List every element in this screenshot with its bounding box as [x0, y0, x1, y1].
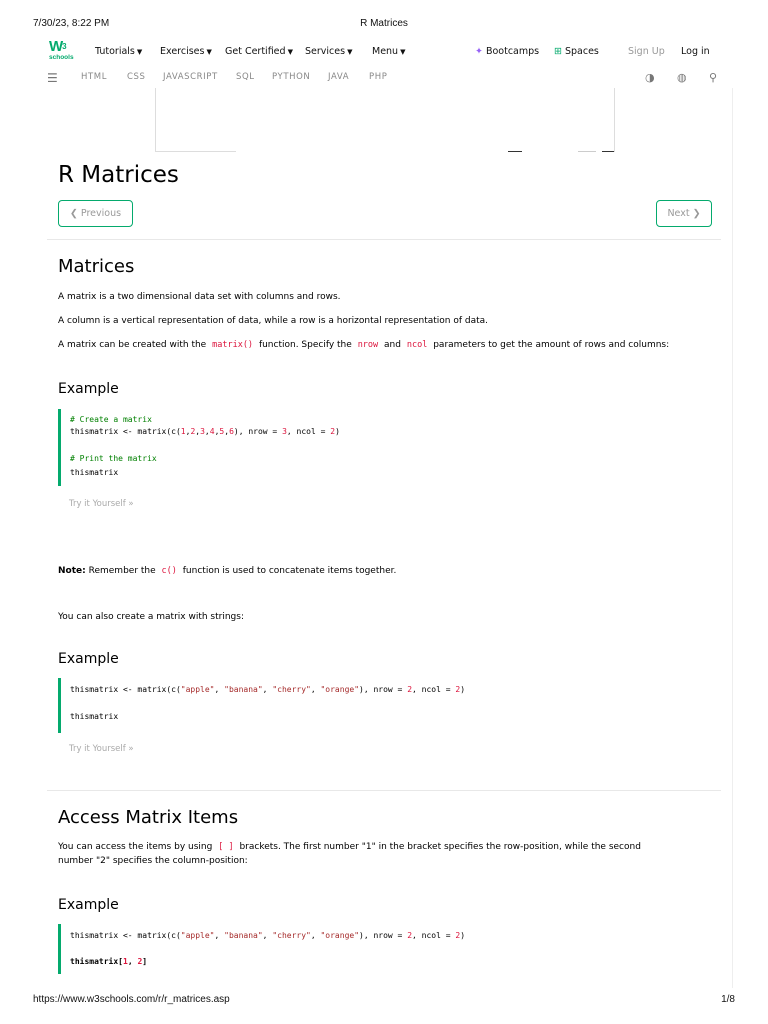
right-divider [732, 88, 733, 988]
subnav-css[interactable]: CSS [127, 72, 146, 82]
print-title: R Matrices [360, 18, 408, 29]
code-line: thismatrix [70, 712, 119, 721]
caret-down-icon: ▼ [347, 48, 353, 56]
paragraph: A column is a vertical representation of data, while a row is a horizontal representation of data. [58, 316, 489, 326]
hamburger-icon[interactable]: ☰ [47, 71, 59, 85]
code-comment: # Print the matrix [70, 454, 157, 463]
next-button[interactable]: Next ❯ [656, 200, 712, 227]
section-heading-matrices: Matrices [58, 256, 135, 277]
login-link[interactable]: Log in [681, 46, 710, 57]
paragraph: A matrix can be created with the matrix() function. Specify the nrow and ncol parameters to get the amount of rows and columns: [58, 340, 670, 350]
code-example [58, 678, 708, 733]
code-comment: # Create a matrix [70, 415, 152, 424]
inline-code: [ ] [218, 842, 234, 852]
code-line: thismatrix <- matrix(c("apple", "banana", "cherry", "orange"), nrow = 2, ncol = 2) [70, 931, 466, 940]
try-it-yourself-button[interactable]: Try it Yourself » [69, 499, 134, 509]
previous-button[interactable]: ❮ Previous [58, 200, 133, 227]
paragraph: You can also create a matrix with strings: [58, 612, 244, 622]
caret-down-icon: ▼ [287, 48, 293, 56]
inline-code: matrix() [212, 340, 254, 350]
signup-link[interactable]: Sign Up [628, 46, 665, 57]
nav-exercises[interactable]: Exercises ▼ [160, 46, 212, 57]
caret-down-icon: ▼ [206, 48, 212, 56]
subnav-html[interactable]: HTML [81, 72, 108, 82]
nav-menu[interactable]: Menu ▼ [372, 46, 406, 57]
caret-down-icon: ▼ [400, 48, 406, 56]
caret-down-icon: ▼ [136, 48, 143, 56]
inline-code: nrow [357, 340, 379, 350]
sparkle-icon: ✦ [475, 46, 483, 57]
print-header [33, 18, 735, 30]
w3schools-logo[interactable]: $W^3$ schools [49, 38, 74, 61]
top-navbar [47, 38, 721, 66]
subnav-javascript[interactable]: JAVASCRIPT [163, 72, 218, 82]
nav-bootcamps[interactable]: ✦ Bootcamps [475, 46, 540, 57]
ad-frame [155, 88, 615, 152]
inline-code: ncol [406, 340, 428, 350]
paragraph: A matrix is a two dimensional data set with columns and rows. [58, 292, 341, 302]
divider [47, 239, 721, 240]
subnav-python[interactable]: PYTHON [272, 72, 311, 82]
nav-spaces[interactable]: ⊞ Spaces [554, 46, 599, 57]
code-line: thismatrix [70, 468, 119, 477]
section-heading-access: Access Matrix Items [58, 807, 239, 828]
subnav-java[interactable]: JAVA [328, 72, 350, 82]
example-heading: Example [58, 897, 119, 913]
example-heading: Example [58, 651, 119, 667]
example-heading: Example [58, 381, 119, 397]
contrast-icon[interactable]: ◑ [645, 71, 656, 84]
paragraph: You can access the items by using [ ] brackets. The first number "1" in the bracket specifies the row-position, while the second number "2" specifies the column-position: [58, 842, 641, 866]
subnav-sql[interactable]: SQL [236, 72, 255, 82]
code-example [58, 924, 708, 974]
code-example [58, 409, 708, 486]
code-line: thismatrix <- matrix(c("apple", "banana", "cherry", "orange"), nrow = 2, ncol = 2) [70, 685, 466, 694]
code-line: thismatrix <- matrix(c(1,2,3,4,5,6), nrow = 3, ncol = 2) [70, 427, 340, 436]
note-paragraph: Note: Remember the c() function is used to concatenate items together. [58, 566, 397, 576]
print-date: 7/30/23, 8:22 PM [33, 18, 110, 29]
nav-tutorials[interactable]: Tutorials ▼ [95, 46, 143, 57]
subnav-php[interactable]: PHP [369, 72, 388, 82]
language-subnav [47, 72, 721, 86]
nav-get-certified[interactable]: Get Certified ▼ [225, 46, 293, 57]
globe-icon[interactable]: ◍ [677, 71, 688, 84]
print-page-count: 1/8 [721, 994, 735, 1005]
nav-services[interactable]: Services ▼ [305, 46, 353, 57]
divider [47, 790, 721, 791]
page-title: R Matrices [58, 162, 179, 188]
code-line: thismatrix[1, 2] [70, 957, 148, 966]
print-url: https://www.w3schools.com/r/r_matrices.asp [33, 994, 230, 1005]
try-it-yourself-button[interactable]: Try it Yourself » [69, 744, 134, 754]
inline-code: c() [161, 566, 177, 576]
search-icon[interactable]: ⚲ [709, 71, 718, 84]
gift-icon: ⊞ [554, 46, 562, 57]
